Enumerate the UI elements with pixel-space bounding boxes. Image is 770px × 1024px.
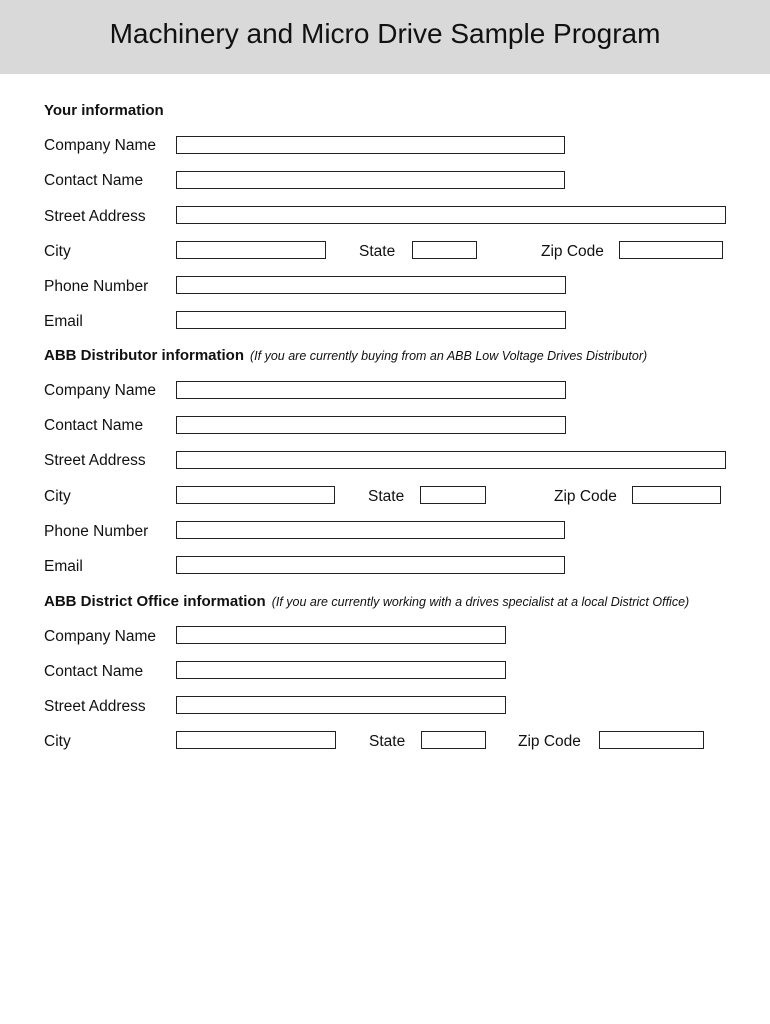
page-header [0, 0, 770, 74]
label-phone-number: Phone Number [44, 523, 149, 540]
label-zip-code: Zip Code [554, 488, 617, 505]
district-state-field[interactable] [421, 731, 486, 749]
your-zip-code-field[interactable] [619, 241, 723, 259]
your-street-address-field[interactable] [176, 206, 726, 224]
distributor-city-field[interactable] [176, 486, 335, 504]
district-street-address-field[interactable] [176, 696, 506, 714]
section-heading-text: ABB Distributor information [44, 347, 244, 364]
section-heading-your-information [44, 102, 164, 119]
label-phone-number: Phone Number [44, 278, 149, 295]
label-street-address: Street Address [44, 208, 146, 225]
distributor-zip-code-field[interactable] [632, 486, 721, 504]
district-company-name-field[interactable] [176, 626, 506, 644]
distributor-company-name-field[interactable] [176, 381, 566, 399]
label-contact-name: Contact Name [44, 417, 144, 434]
label-state: State [368, 488, 405, 505]
label-city: City [44, 733, 71, 750]
label-city: City [44, 243, 71, 260]
section-heading-text: Your information [44, 102, 164, 119]
label-company-name: Company Name [44, 628, 156, 645]
distributor-street-address-field[interactable] [176, 451, 726, 469]
label-email: Email [44, 558, 83, 575]
label-street-address: Street Address [44, 452, 146, 469]
section-heading-district-office-information [44, 593, 689, 610]
district-zip-code-field[interactable] [599, 731, 704, 749]
label-state: State [369, 733, 406, 750]
section-note: (If you are currently working with a drives specialist at a local District Office) [271, 595, 690, 609]
label-street-address: Street Address [44, 698, 146, 715]
section-note: (If you are currently buying from an ABB Low Voltage Drives Distributor) [250, 349, 648, 363]
page-title: Machinery and Micro Drive Sample Program [109, 18, 661, 49]
label-zip-code: Zip Code [518, 733, 581, 750]
distributor-email-field[interactable] [176, 556, 565, 574]
district-city-field[interactable] [176, 731, 336, 749]
your-city-field[interactable] [176, 241, 326, 259]
your-phone-number-field[interactable] [176, 276, 566, 294]
distributor-contact-name-field[interactable] [176, 416, 566, 434]
label-company-name: Company Name [44, 137, 156, 154]
label-contact-name: Contact Name [44, 172, 144, 189]
label-state: State [359, 243, 396, 260]
section-heading-distributor-information [44, 347, 647, 364]
your-email-field[interactable] [176, 311, 566, 329]
your-state-field[interactable] [412, 241, 477, 259]
label-company-name: Company Name [44, 382, 156, 399]
label-zip-code: Zip Code [541, 243, 604, 260]
your-contact-name-field[interactable] [176, 171, 565, 189]
section-heading-text: ABB District Office information [44, 593, 266, 610]
label-email: Email [44, 313, 83, 330]
distributor-phone-number-field[interactable] [176, 521, 565, 539]
your-company-name-field[interactable] [176, 136, 565, 154]
label-contact-name: Contact Name [44, 663, 144, 680]
label-city: City [44, 488, 71, 505]
distributor-state-field[interactable] [420, 486, 486, 504]
district-contact-name-field[interactable] [176, 661, 506, 679]
